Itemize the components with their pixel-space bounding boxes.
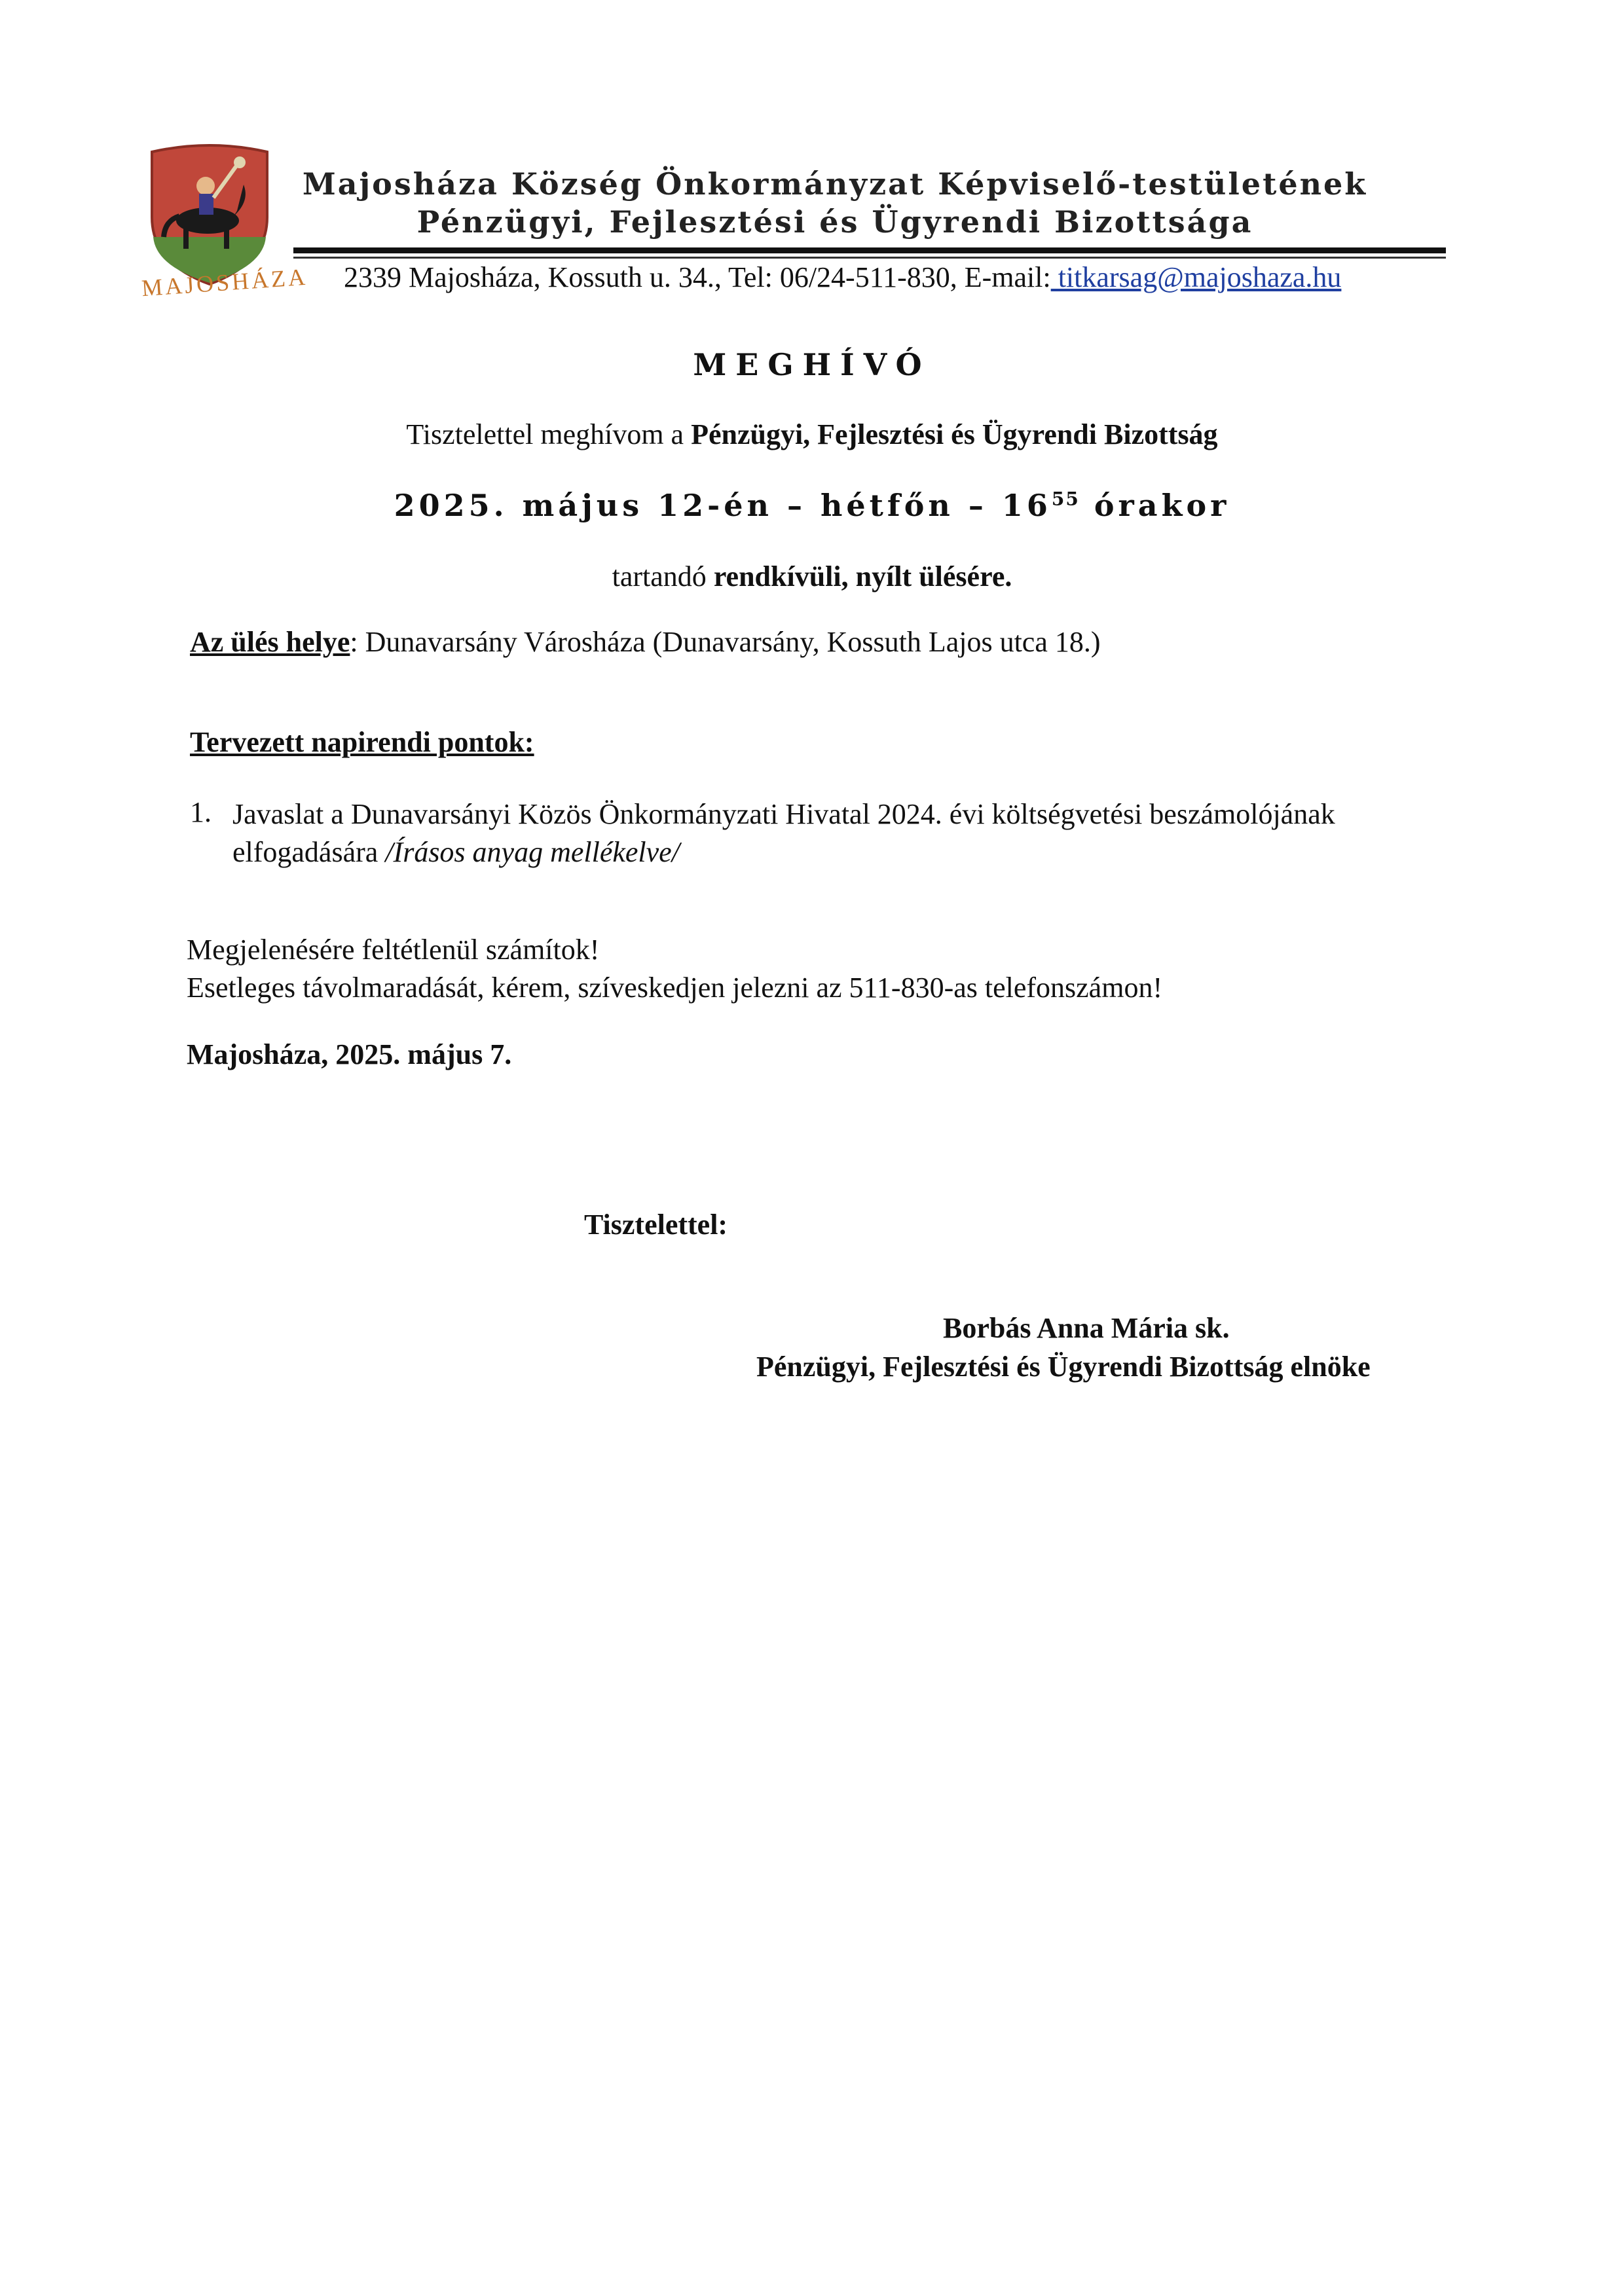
- municipal-crest-logo: [140, 139, 309, 317]
- place-and-date: Majosháza, 2025. május 7.: [187, 1038, 512, 1070]
- meeting-time-suffix: órakor: [1079, 488, 1230, 523]
- agenda-item-text: [232, 795, 1431, 871]
- venue-value: : Dunavarsány Városháza (Dunavarsány, Kossuth Lajos utca 18.): [350, 626, 1101, 658]
- session-type: rendkívüli, nyílt ülésére.: [713, 560, 1012, 592]
- attachment-note: /Írásos anyag mellékelve/: [385, 836, 680, 868]
- invitation-prefix: Tisztelettel meghívom a: [406, 418, 692, 450]
- agenda-item-number: 1.: [190, 796, 212, 828]
- address-text: 2339 Majosháza, Kossuth u. 34., Tel: 06/24-511-830, E-mail:: [344, 261, 1051, 293]
- session-prefix: tartandó: [612, 560, 714, 592]
- org-name-heading: Majosháza Község Önkormányzat Képviselő-testületének: [302, 166, 1368, 202]
- signer-name: Borbás Anna Mária sk.: [943, 1312, 1230, 1344]
- regards-text: Tisztelettel:: [584, 1209, 728, 1241]
- meeting-minutes: 55: [1051, 488, 1080, 510]
- committee-name-heading: Pénzügyi, Fejlesztési és Ügyrendi Bizottsága: [416, 204, 1253, 240]
- crest-shield-icon: [145, 139, 274, 288]
- agenda-heading: Tervezett napirendi pontok:: [190, 726, 534, 758]
- agenda-item-line2: [232, 833, 1431, 871]
- agenda-item-line2-prefix: elfogadására: [232, 836, 386, 868]
- invitation-line: [0, 418, 1624, 451]
- signer-role: Pénzügyi, Fejlesztési és Ügyrendi Bizottság elnöke: [756, 1351, 1371, 1383]
- contact-address-line: [344, 261, 1341, 294]
- agenda-item-line1: Javaslat a Dunavarsányi Közös Önkormányzati Hivatal 2024. évi költségvetési beszámolójának: [232, 798, 1335, 830]
- closing-line-1: Megjelenésére feltétlenül számítok!: [187, 934, 600, 966]
- header-rule-thin: [293, 257, 1446, 259]
- crest-text: MAJOSHÁZA: [140, 263, 309, 302]
- session-type-line: [0, 560, 1624, 593]
- meeting-datetime: [0, 488, 1624, 523]
- closing-line-2: Esetleges távolmaradását, kérem, szíveskedjen jelezni az 511-830-as telefonszámon!: [187, 972, 1163, 1004]
- meeting-date: 2025. május 12-én – hétfőn – 16: [394, 488, 1052, 523]
- document-title: MEGHÍVÓ: [693, 347, 931, 382]
- header-rule-thick: [293, 247, 1446, 253]
- venue-line: [190, 625, 1101, 659]
- email-link[interactable]: titkarsag@majoshaza.hu: [1050, 261, 1342, 293]
- committee-name: Pénzügyi, Fejlesztési és Ügyrendi Bizottság: [691, 418, 1218, 450]
- venue-label: Az ülés helye: [190, 626, 350, 658]
